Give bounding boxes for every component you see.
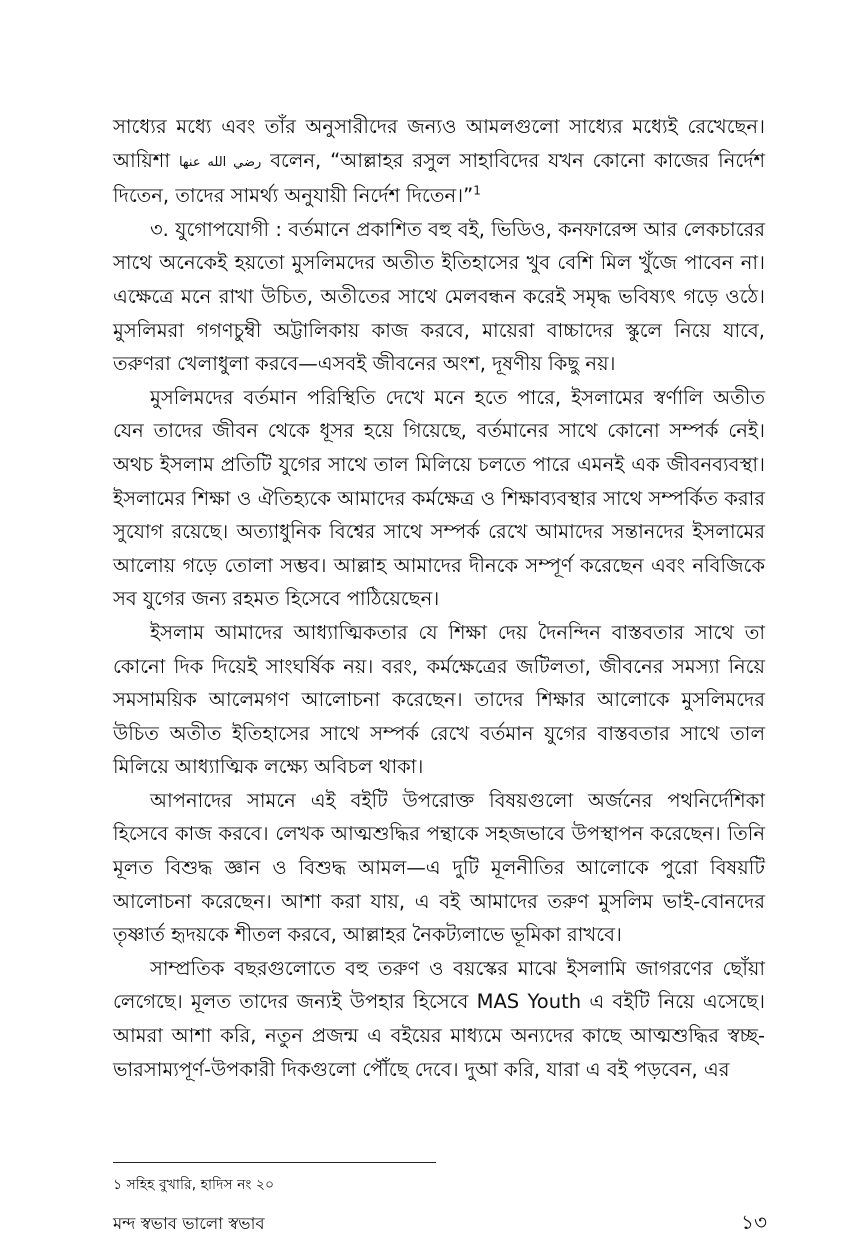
paragraph: মুসলিমদের বর্তমান পরিস্থিতি দেখে মনে হতে পারে, ইসলামের স্বর্ণালি অতীত যেন তাদের জীবন থেকে ধূসর হয়ে গিয়েছে, বর্তমানের সাথে কোনো সম্পর্ক নেই। অথচ ইসলাম প্রতিটি যুগের সাথে তাল মিলিয়ে চলতে পারে এমনই এক জীবনব্যবস্থা। ইসলামের শিক্ষা ও ঐতিহ্যকে আমাদের কর্মক্ষেত্র ও শিক্ষাব্যবস্থার সাথে সম্পর্কিত করার সুযোগ রয়েছে। অত্যাধুনিক বিশ্বের সাথে সম্পর্ক রেখে আমাদের সন্তানদের ইসলামের আলোয় গড়ে তোলা সম্ভব। আল্লাহ আমাদের দীনকে সম্পূর্ণ করেছেন এবং নবিজিকে সব যুগের জন্য রহমত হিসেবে পাঠিয়েছেন। <box>113 385 765 611</box>
paragraph: সাম্প্রতিক বছরগুলোতে বহু তরুণ ও বয়স্কের মাঝে ইসলামি জাগরণের ছোঁয়া লেগেছে। মূলত তাদের জন্যই উপহার হিসেবে MAS Youth এ বইটি নিয়ে এসেছে। আমরা আশা করি, নতুন প্রজন্ম এ বইয়ের মাধ্যমে অন্যদের কাছে আত্মশুদ্ধির স্বচ্ছ-ভারসাম্যপূর্ণ-উপকারী দিকগুলো পৌঁছে দেবে। দুআ করি, যারা এ বই পড়বেন, এর <box>113 956 765 1081</box>
paragraph-continuation <box>113 110 765 213</box>
honorific-symbol: رضي الله عنها <box>178 154 262 170</box>
paragraph-text: বলেন, “আল্লাহর রসুল সাহাবিদের যখন কোনো কাজের নির্দেশ দিতেন, তাদের সামর্থ্য অনুযায়ী নির্দেশ দিতেন।” <box>113 148 766 208</box>
footnote-divider <box>113 1162 436 1163</box>
running-footer-book-title: মন্দ স্বভাব ভালো স্বভাব <box>113 1214 265 1233</box>
paragraph: আপনাদের সামনে এই বইটি উপরোক্ত বিষয়গুলো অর্জনের পথনির্দেশিকা হিসেবে কাজ করবে। লেখক আত্মশুদ্ধির পন্থাকে সহজভাবে উপস্থাপন করেছেন। তিনি মূলত বিশুদ্ধ জ্ঞান ও বিশুদ্ধ আমল—এ দুটি মূলনীতির আলোকে পুরো বিষয়টি আলোচনা করেছেন। আশা করা যায়, এ বই আমাদের তরুণ মুসলিম ভাই-বোনদের তৃষ্ণার্ত হৃদয়কে শীতল করবে, আল্লাহর নৈকট্যলাভে ভূমিকা রাখবে। <box>113 788 765 947</box>
paragraph-text: সাধ্যের মধ্যে এবং তাঁর অনুসারীদের জন্যও আমলগুলো সাধ্যের মধ্যেই রেখেছেন। আয়িশা <box>113 115 765 172</box>
page-number: ১৩ <box>741 1210 767 1234</box>
paragraph: ৩. যুগোপযোগী : বর্তমানে প্রকাশিত বহু বই, ভিডিও, কনফারেন্স আর লেকচারের সাথে অনেকেই হয়তো মুসলিমদের অতীত ইতিহাসের খুব বেশি মিল খুঁজে পাবেন না। এক্ষেত্রে মনে রাখা উচিত, অতীতের সাথে মেলবন্ধন করেই সমৃদ্ধ ভবিষ্যৎ গড়ে ওঠে। মুসলিমরা গগণচুম্বী অট্টালিকায় কাজ করবে, মায়েরা বাচ্চাদের স্কুলে নিয়ে যাবে, তরুণরা খেলাধুলা করবে—এসবই জীবনের অংশ, দূষণীয় কিছু নয়। <box>113 217 765 376</box>
body-text <box>113 110 765 1086</box>
footnote-reference[interactable]: 1 <box>473 183 481 198</box>
footnote: ১ সহিহ বুখারি, হাদিস নং ২০ <box>113 1177 275 1193</box>
paragraph: ইসলাম আমাদের আধ্যাত্মিকতার যে শিক্ষা দেয় দৈনন্দিন বাস্তবতার সাথে তা কোনো দিক দিয়েই সাংঘর্ষিক নয়। বরং, কর্মক্ষেত্রের জটিলতা, জীবনের সমস্যা নিয়ে সমসাময়িক আলেমগণ আলোচনা করেছেন। তাদের শিক্ষার আলোকে মুসলিমদের উচিত অতীত ইতিহাসের সাথে সম্পর্ক রেখে বর্তমান যুগের বাস্তবতার সাথে তাল মিলিয়ে আধ্যাত্মিক লক্ষ্যে অবিচল থাকা। <box>113 620 765 779</box>
